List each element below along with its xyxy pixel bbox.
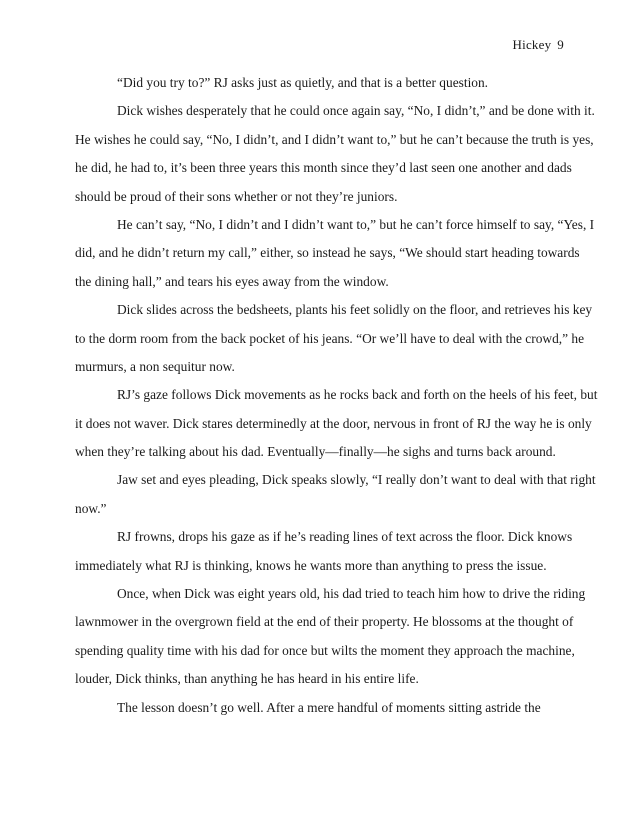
header-page-number: 9 [557,37,564,52]
text-line: He can’t say, “No, I didn’t and I didn’t want to,” but he can’t force himself to say, “Yes, I [117,216,595,232]
text-line: immediately what RJ is thinking, knows he wants more than anything to press the issue. [75,557,547,573]
text-line: He wishes he could say, “No, I didn’t, and I didn’t want to,” but he can’t because the truth is yes, [75,131,594,147]
text-line: murmurs, a non sequitur now. [75,358,235,374]
text-line: it does not waver. Dick stares determinedly at the door, nervous in front of RJ the way he is only [75,415,592,431]
text-line: “Did you try to?” RJ asks just as quietly, and that is a better question. [117,75,489,90]
text-line: louder, Dick thinks, than anything he has heard in his entire life. [75,671,419,687]
text-line: The lesson doesn’t go well. After a mere handful of moments sitting astride the [117,699,541,715]
running-header [513,37,564,53]
text-line: now.” [75,500,107,516]
header-author: Hickey [512,37,552,52]
text-line: Dick wishes desperately that he could once again say, “No, I didn’t,” and be done with it. [117,103,595,119]
text-line: he did, he had to, it’s been three years this month since they’d last seen one another and dads [75,160,572,176]
text-line: to the dorm room from the back pocket of his jeans. “Or we’ll have to deal with the crowd,” he [75,330,585,346]
text-line: RJ frowns, drops his gaze as if he’s reading lines of text across the floor. Dick knows [117,529,573,545]
text-line: did, and he didn’t return my call,” either, so instead he says, “We should start heading towards [75,245,580,261]
text-line: Jaw set and eyes pleading, Dick speaks slowly, “I really don’t want to deal with that right [117,472,596,488]
text-line: the dining hall,” and tears his eyes away from the window. [75,273,389,289]
text-line: lawnmower in the overgrown field at the end of their property. He blossoms at the thought of [75,614,574,630]
text-line: spending quality time with his dad for once but wilts the moment they approach the machine, [75,642,575,658]
text-line: when they’re talking about his dad. Eventually—finally—he sighs and turns back around. [75,444,556,460]
text-line: Once, when Dick was eight years old, his dad tried to teach him how to drive the riding [117,586,586,602]
manuscript-body [75,69,598,722]
text-line: RJ’s gaze follows Dick movements as he rocks back and forth on the heels of his feet, but [117,387,598,403]
text-line: Dick slides across the bedsheets, plants his feet solidly on the floor, and retrieves his key [117,302,593,318]
text-line: should be proud of their sons whether or not they’re juniors. [75,188,398,204]
